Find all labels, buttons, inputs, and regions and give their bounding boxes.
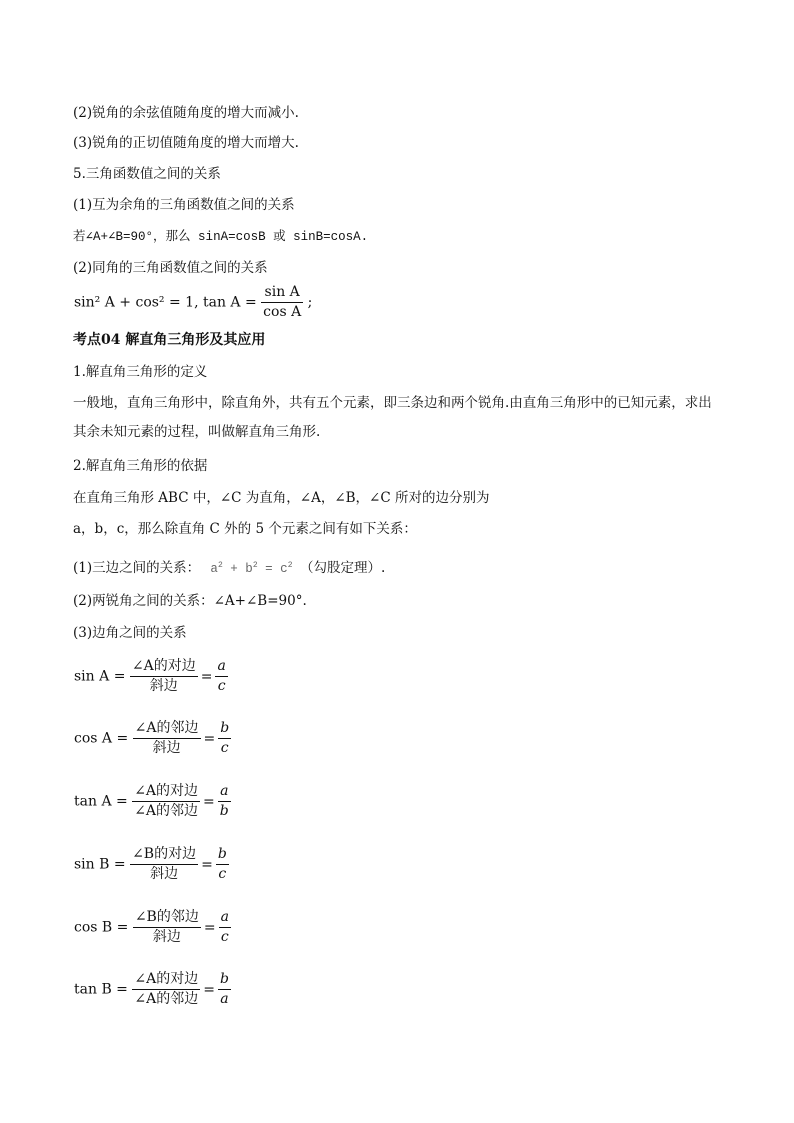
formula-lhs: cos A = <box>74 730 129 747</box>
formula-lhs: tan A = <box>74 793 128 810</box>
text-triangle-abc: 在直角三角形 ABC 中，∠C 为直角，∠A，∠B，∠C 所对的边分别为 <box>73 490 490 506</box>
formula-letter-numerator: b <box>218 720 231 739</box>
formula-equals: = <box>201 856 213 873</box>
formula-lhs: sin A = <box>74 668 126 685</box>
formula-denominator: 斜边 <box>152 929 181 945</box>
formula-letter-denominator: b <box>219 803 229 819</box>
formula-letter-fraction <box>218 720 231 757</box>
formula-equals: = <box>203 919 216 936</box>
formula-equals: = <box>203 730 216 747</box>
formula-letter-fraction <box>215 658 227 695</box>
subsection-same-angle: (2)同角的三角函数值之间的关系 <box>73 260 268 276</box>
formula-numerator: ∠A的对边 <box>132 971 200 990</box>
text-acute-angles: (2)两锐角之间的关系：∠A+∠B=90°. <box>73 593 307 609</box>
formula-letter-denominator: c <box>218 866 227 882</box>
formula-numerator: ∠A的对边 <box>130 658 198 677</box>
formula-word-fraction <box>130 846 198 883</box>
formula-letter-fraction <box>216 846 229 883</box>
trig-formula <box>74 909 231 946</box>
three-sides-label: (1)三边之间的关系： <box>73 560 201 577</box>
formula-word-fraction <box>130 658 198 695</box>
formula-letter-denominator: c <box>217 678 226 694</box>
formula-letter-numerator: a <box>218 783 231 802</box>
subsection-basis: 2.解直角三角形的依据 <box>73 458 208 474</box>
formula-denominator: 斜边 <box>149 678 178 694</box>
trig-formula <box>74 846 229 883</box>
formula-letter-fraction <box>219 909 231 946</box>
formula-word-fraction <box>132 783 200 820</box>
text-side-angle: (3)边角之间的关系 <box>73 625 187 641</box>
formula-denominator: 斜边 <box>150 866 179 882</box>
formula-numerator: ∠A的邻边 <box>133 720 201 739</box>
identity-formula <box>74 284 312 321</box>
text-cosine-decrease: (2)锐角的余弦值随角度的增大而减小. <box>73 105 299 121</box>
pythagorean-label: （勾股定理）. <box>300 560 386 577</box>
formula-equals: = <box>203 981 215 998</box>
trig-formula <box>74 720 231 757</box>
formula-denominator: ∠A的邻边 <box>134 991 199 1007</box>
formula-numerator: ∠B的邻边 <box>133 909 201 928</box>
pythagorean-formula: $a^2 + b^2 = c^2$ <box>210 561 293 577</box>
formula-denominator: 斜边 <box>152 740 181 756</box>
formula-letter-numerator: a <box>215 658 227 677</box>
text-five-elements: a，b，c，那么除直角 C 外的 5 个元素之间有如下关系： <box>73 521 417 537</box>
formula-lhs: sin B = <box>74 856 126 873</box>
trig-formula <box>74 971 231 1008</box>
formula-letter-fraction <box>218 783 231 820</box>
formula-equals: = <box>203 793 215 810</box>
text-complementary-relation: 若∠A+∠B=90°，那么 sinA=cosB 或 sinB=cosA. <box>73 230 369 244</box>
formula-lhs: cos B = <box>74 919 129 936</box>
formula-numerator: ∠B的对边 <box>130 846 198 865</box>
formula-word-fraction <box>133 909 201 946</box>
formula-letter-denominator: a <box>220 991 229 1007</box>
formula-letter-denominator: c <box>220 740 229 756</box>
formula-letter-fraction <box>218 971 231 1008</box>
subsection-complementary: (1)互为余角的三角函数值之间的关系 <box>73 197 295 213</box>
formula-equals: = <box>200 668 213 685</box>
formula-letter-numerator: b <box>218 971 231 990</box>
text-three-sides <box>73 557 385 578</box>
formula-letter-numerator: b <box>216 846 229 865</box>
section-heading: 考点04 解直角三角形及其应用 <box>73 332 266 348</box>
identity-left: sin² A + cos² = 1, tan A = <box>74 294 257 311</box>
section-5-title: 5.三角函数值之间的关系 <box>73 166 221 182</box>
identity-end: ; <box>307 294 313 311</box>
formula-letter-denominator: c <box>220 929 229 945</box>
text-tangent-increase: (3)锐角的正切值随角度的增大而增大. <box>73 135 299 151</box>
definition-paragraph: 一般地，直角三角形中，除直角外，共有五个元素，即三条边和两个锐角.由直角三角形中的已知元素，求出其余未知元素的过程，叫做解直角三角形. <box>73 395 712 440</box>
formula-numerator: ∠A的对边 <box>132 783 200 802</box>
subsection-definition: 1.解直角三角形的定义 <box>73 364 208 380</box>
formula-denominator: ∠A的邻边 <box>134 803 199 819</box>
trig-formula <box>74 783 231 820</box>
identity-fraction <box>261 284 303 321</box>
formula-letter-numerator: a <box>219 909 231 928</box>
formula-word-fraction <box>133 720 201 757</box>
formula-word-fraction <box>132 971 200 1008</box>
trig-formula <box>74 658 228 695</box>
identity-numerator: sin A <box>261 284 303 303</box>
formula-lhs: tan B = <box>74 981 128 998</box>
identity-denominator: cos A <box>263 304 302 320</box>
